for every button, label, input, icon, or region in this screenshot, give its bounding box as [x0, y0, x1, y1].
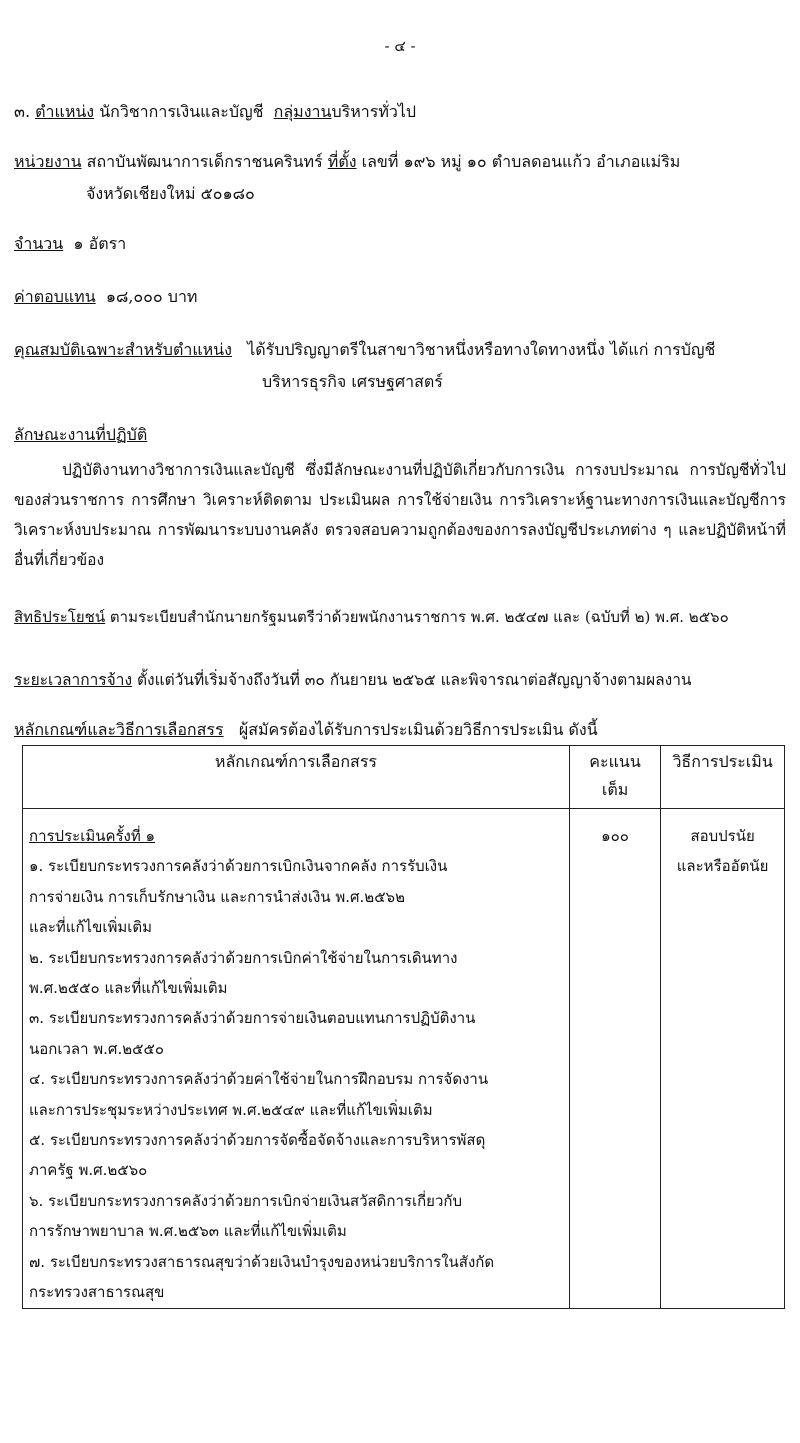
criteria-line: ๗. ระเบียบกระทรวงสาธารณสุขว่าด้วยเงินบำรุงของหน่วยบริการในสังกัด [29, 1252, 495, 1271]
duties-heading [14, 423, 786, 448]
header-score-line2: เต็ม [601, 780, 629, 799]
criteria-line: ๑. ระเบียบกระทรวงการคลังว่าด้วยการเบิกเงินจากคลัง การรับเงิน [29, 857, 448, 876]
table-header-row [23, 746, 785, 809]
unit-label: หน่วยงาน [14, 152, 82, 171]
criteria-line: ๒. ระเบียบกระทรวงการคลังว่าด้วยการเบิกค่าใช้จ่ายในการเดินทาง [29, 948, 458, 967]
header-score [569, 746, 660, 809]
header-method [661, 746, 785, 809]
criteria-line: การจ่ายเงิน การเก็บรักษาเงิน และการนำส่งเงิน พ.ศ.๒๕๖๒ [29, 887, 405, 906]
pay-value: ๑๘,๐๐๐ บาท [105, 287, 198, 306]
period-text: ตั้งแต่วันที่เริ่มจ้างถึงวันที่ ๓๐ กันยายน ๒๕๖๕ และพิจารณาต่อสัญญาจ้างตามผลงาน [136, 671, 692, 689]
page-number: - ๔ - [384, 37, 416, 55]
position-name: นักวิชาการเงินและบัญชี [99, 102, 264, 121]
count-value: ๑ อัตรา [73, 234, 127, 253]
criteria-line: ภาครัฐ พ.ศ.๒๕๖๐ [29, 1161, 148, 1180]
criteria-line: นอกเวลา พ.ศ.๒๕๕๐ [29, 1039, 164, 1058]
location-label: ที่ตั้ง [327, 152, 357, 171]
position-line [14, 100, 786, 125]
qualification-line2: บริหารธุรกิจ เศรษฐศาสตร์ [262, 372, 443, 391]
method-cell [661, 809, 785, 1309]
unit-line [14, 150, 786, 175]
position-prefix: ๓. [14, 102, 31, 121]
criteria-line: และการประชุมระหว่างประเทศ พ.ศ.๒๕๔๙ และที่แก้ไขเพิ่มเติม [29, 1100, 433, 1119]
group-label: กลุ่มงาน [273, 102, 332, 121]
benefits-text: ตามระเบียบสำนักนายกรัฐมนตรีว่าด้วยพนักงานราชการ พ.ศ. ๒๕๔๗ และ (ฉบับที่ ๒) พ.ศ. ๒๕๖๐ [109, 608, 729, 626]
pay-label: ค่าตอบแทน [14, 287, 96, 306]
criteria-cell [23, 809, 570, 1309]
header-criteria-text: หลักเกณฑ์การเลือกสรร [214, 752, 377, 771]
criteria-line: ๓. ระเบียบกระทรวงการคลังว่าด้วยการจ่ายเงินตอบแทนการปฏิบัติงาน [29, 1009, 476, 1028]
duties-paragraph [14, 455, 786, 575]
criteria-line: และที่แก้ไขเพิ่มเติม [29, 918, 153, 937]
score-value: ๑๐๐ [601, 827, 629, 845]
address-line2: จังหวัดเชียงใหม่ ๕๐๑๘๐ [86, 184, 255, 203]
unit-name: สถาบันพัฒนาการเด็กราชนครินทร์ [86, 152, 323, 171]
round-title: การประเมินครั้งที่ ๑ [29, 827, 156, 845]
address-line1: เลขที่ ๑๙๖ หมู่ ๑๐ ตำบลดอนแก้ว อำเภอแม่ริม [361, 152, 681, 171]
qualification-label: คุณสมบัติเฉพาะสำหรับตำแหน่ง [14, 340, 232, 359]
score-cell [569, 809, 660, 1309]
criteria-line: ๖. ระเบียบกระทรวงการคลังว่าด้วยการเบิกจ่ายเงินสวัสดิการเกี่ยวกับ [29, 1191, 462, 1210]
group-name: บริหารทั่วไป [331, 102, 417, 121]
criteria-line: การรักษาพยาบาล พ.ศ.๒๕๖๓ และที่แก้ไขเพิ่มเติม [29, 1222, 347, 1241]
duties-text: ปฏิบัติงานทางวิชาการเงินและบัญชี ซึ่งมีลักษณะงานที่ปฏิบัติเกี่ยวกับการเงิน การงบประมาณ การบัญชีทั่วไปของส่วนราชการ การศึกษา วิเคราะห์ติดตาม ประเมินผล การใช้จ่ายเงิน การวิเคราะห์ฐานะทางการเงินและบัญชีการวิเคราะห์งบประมาณ การพัฒนาระบบงานคลัง ตรวจสอบความถูกต้องของการลงบัญชีประเภทต่าง ๆ และปฏิบัติหน้าที่อื่นที่เกี่ยวข้อง [14, 461, 786, 569]
position-label: ตำแหน่ง [35, 102, 95, 121]
duties-label: ลักษณะงานที่ปฏิบัติ [14, 425, 148, 444]
table-row [23, 809, 785, 1309]
selection-line [14, 718, 786, 743]
header-method-text: วิธีการประเมิน [672, 752, 773, 771]
method-line1: สอบปรนัย [690, 827, 755, 845]
criteria-line: ๕. ระเบียบกระทรวงการคลังว่าด้วยการจัดซื้อจัดจ้างและการบริหารพัสดุ [29, 1131, 486, 1150]
selection-label: หลักเกณฑ์และวิธีการเลือกสรร [14, 720, 224, 739]
count-line [14, 232, 786, 257]
header-score-line1: คะแนน [589, 752, 641, 771]
benefits-line [14, 605, 786, 629]
method-line2: และหรืออัตนัย [676, 857, 769, 876]
benefits-label: สิทธิประโยชน์ [14, 608, 106, 626]
period-line [14, 667, 786, 692]
criteria-line: ๔. ระเบียบกระทรวงการคลังว่าด้วยค่าใช้จ่ายในการฝึกอบรม การจัดงาน [29, 1070, 489, 1089]
selection-text: ผู้สมัครต้องได้รับการประเมินด้วยวิธีการประเมิน ดังนี้ [238, 720, 598, 739]
qualification-line1: ได้รับปริญญาตรีในสาขาวิชาหนึ่งหรือทางใดทางหนึ่ง ได้แก่ การบัญชี [247, 340, 716, 359]
header-criteria [23, 746, 570, 809]
criteria-line: พ.ศ.๒๕๕๐ และที่แก้ไขเพิ่มเติม [29, 979, 228, 998]
pay-line [14, 285, 786, 310]
criteria-line: กระทรวงสาธารณสุข [29, 1283, 165, 1302]
period-label: ระยะเวลาการจ้าง [14, 671, 133, 689]
count-label: จำนวน [14, 234, 64, 253]
criteria-table [22, 745, 785, 1309]
qualification-line [14, 338, 786, 363]
